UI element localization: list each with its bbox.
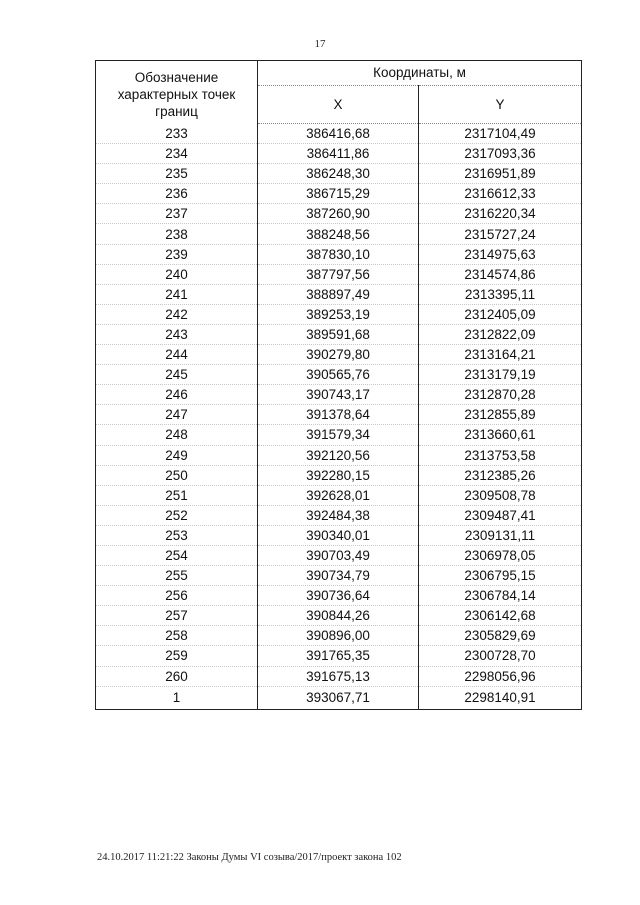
point-cell: 244 [96,345,258,365]
table-row [96,586,582,606]
x-coordinate-cell: 392280,15 [258,465,419,485]
table-row [96,144,582,164]
table-row [96,686,582,709]
x-coordinate-cell: 391378,64 [258,405,419,425]
x-coordinate-cell: 392628,01 [258,485,419,505]
x-coordinate-cell: 389253,19 [258,304,419,324]
y-coordinate-cell: 2313164,21 [419,345,582,365]
table-row [96,545,582,565]
point-cell: 260 [96,666,258,686]
y-coordinate-cell: 2317093,36 [419,144,582,164]
point-designation-header: Обозначение характерных точек границ [96,61,258,124]
table-row [96,606,582,626]
x-coordinate-cell: 388248,56 [258,224,419,244]
table-row [96,485,582,505]
point-cell: 242 [96,304,258,324]
point-cell: 240 [96,264,258,284]
table-row [96,244,582,264]
y-coordinate-cell: 2305829,69 [419,626,582,646]
point-cell: 249 [96,445,258,465]
point-cell: 248 [96,425,258,445]
point-cell: 245 [96,365,258,385]
x-coordinate-cell: 391765,35 [258,646,419,666]
table-row [96,405,582,425]
table-row [96,666,582,686]
x-coordinate-cell: 387260,90 [258,204,419,224]
table-row [96,345,582,365]
x-coordinate-cell: 390736,64 [258,586,419,606]
y-coordinate-cell: 2313179,19 [419,365,582,385]
y-coordinate-cell: 2306784,14 [419,586,582,606]
y-coordinate-cell: 2300728,70 [419,646,582,666]
y-coordinate-cell: 2317104,49 [419,124,582,144]
point-cell: 243 [96,324,258,344]
x-coordinate-cell: 391675,13 [258,666,419,686]
table-row [96,324,582,344]
table-row [96,164,582,184]
x-coordinate-cell: 391579,34 [258,425,419,445]
y-coordinate-cell: 2309487,41 [419,505,582,525]
y-column-header: Y [419,86,582,124]
x-coordinate-cell: 390703,49 [258,545,419,565]
x-coordinate-cell: 386416,68 [258,124,419,144]
point-cell: 241 [96,284,258,304]
x-column-header: X [258,86,419,124]
y-coordinate-cell: 2312855,89 [419,405,582,425]
y-coordinate-cell: 2316612,33 [419,184,582,204]
x-coordinate-cell: 390565,76 [258,365,419,385]
x-coordinate-cell: 387830,10 [258,244,419,264]
point-cell: 256 [96,586,258,606]
x-coordinate-cell: 393067,71 [258,686,419,709]
y-coordinate-cell: 2312822,09 [419,324,582,344]
table-row [96,264,582,284]
y-coordinate-cell: 2313753,58 [419,445,582,465]
table-row [96,204,582,224]
table-row [96,566,582,586]
x-coordinate-cell: 390340,01 [258,525,419,545]
x-coordinate-cell: 386411,86 [258,144,419,164]
table-row [96,465,582,485]
point-cell: 1 [96,686,258,709]
x-coordinate-cell: 386715,29 [258,184,419,204]
x-coordinate-cell: 390896,00 [258,626,419,646]
table-row [96,425,582,445]
x-coordinate-cell: 390734,79 [258,566,419,586]
point-cell: 236 [96,184,258,204]
y-coordinate-cell: 2309508,78 [419,485,582,505]
x-coordinate-cell: 390279,80 [258,345,419,365]
table-row [96,284,582,304]
point-cell: 238 [96,224,258,244]
x-coordinate-cell: 390743,17 [258,385,419,405]
table-row [96,184,582,204]
x-coordinate-cell: 386248,30 [258,164,419,184]
y-coordinate-cell: 2312405,09 [419,304,582,324]
x-coordinate-cell: 390844,26 [258,606,419,626]
y-coordinate-cell: 2298056,96 [419,666,582,686]
x-coordinate-cell: 392120,56 [258,445,419,465]
point-cell: 250 [96,465,258,485]
y-coordinate-cell: 2312385,26 [419,465,582,485]
table-row [96,505,582,525]
y-coordinate-cell: 2313395,11 [419,284,582,304]
table-row [96,626,582,646]
y-coordinate-cell: 2314975,63 [419,244,582,264]
y-coordinate-cell: 2314574,86 [419,264,582,284]
x-coordinate-cell: 392484,38 [258,505,419,525]
point-cell: 254 [96,545,258,565]
y-coordinate-cell: 2316951,89 [419,164,582,184]
table-row [96,646,582,666]
x-coordinate-cell: 389591,68 [258,324,419,344]
y-coordinate-cell: 2315727,24 [419,224,582,244]
x-coordinate-cell: 387797,56 [258,264,419,284]
x-coordinate-cell: 388897,49 [258,284,419,304]
point-cell: 233 [96,124,258,144]
y-coordinate-cell: 2309131,11 [419,525,582,545]
point-cell: 237 [96,204,258,224]
coordinates-header: Координаты, м [258,61,582,86]
table-row [96,365,582,385]
y-coordinate-cell: 2306978,05 [419,545,582,565]
table-header [96,61,582,124]
point-cell: 246 [96,385,258,405]
y-coordinate-cell: 2306795,15 [419,566,582,586]
y-coordinate-cell: 2316220,34 [419,204,582,224]
table-row [96,385,582,405]
table-row [96,445,582,465]
table-row [96,304,582,324]
coordinates-table [95,60,582,710]
point-cell: 235 [96,164,258,184]
y-coordinate-cell: 2298140,91 [419,686,582,709]
table-row [96,525,582,545]
y-coordinate-cell: 2306142,68 [419,606,582,626]
point-cell: 239 [96,244,258,264]
point-cell: 247 [96,405,258,425]
y-coordinate-cell: 2312870,28 [419,385,582,405]
point-cell: 257 [96,606,258,626]
point-cell: 255 [96,566,258,586]
point-cell: 234 [96,144,258,164]
point-cell: 252 [96,505,258,525]
table-body [96,124,582,710]
point-cell: 251 [96,485,258,505]
point-cell: 259 [96,646,258,666]
table-row [96,224,582,244]
document-footer: 24.10.2017 11:21:22 Законы Думы VI созыва/2017/проект закона 102 [97,852,402,863]
y-coordinate-cell: 2313660,61 [419,425,582,445]
point-cell: 253 [96,525,258,545]
point-cell: 258 [96,626,258,646]
page-number: 17 [314,38,326,50]
table-row [96,124,582,144]
